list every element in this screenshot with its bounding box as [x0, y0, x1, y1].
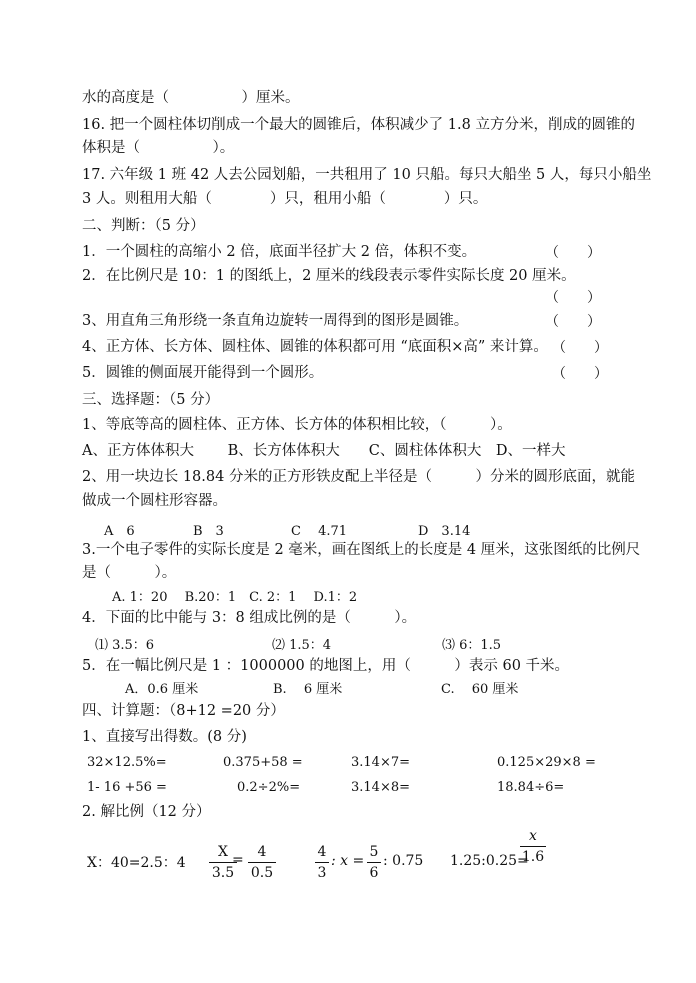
calc-r2-c4: 18.84÷6= — [497, 780, 565, 795]
choice-4-option-2: ⑵ 1.5：4 — [272, 638, 332, 653]
choice-3-line2: 是（ ）。 — [82, 565, 177, 581]
judge-2: 2．在比例尺是 10：1 的图纸上，2 厘米的线段表示零件实际长度 20 厘米。 — [82, 268, 576, 284]
choice-2-line2: 做成一个圆柱形容器。 — [82, 493, 227, 509]
judge-3-paren: （ ） — [545, 314, 601, 330]
equation-2-denominator-left: 3.5 — [211, 865, 235, 881]
equation-2-numerator-right: 4 — [257, 844, 267, 860]
judge-1-paren: （ ） — [545, 245, 601, 261]
choice-5-option-c: C. 60 厘米 — [441, 682, 519, 697]
choice-4-option-1: ⑴ 3.5：6 — [95, 638, 155, 653]
choice-2-option-b: B 3 — [193, 524, 224, 539]
equation-3-denominator-right: 6 — [369, 865, 379, 881]
line-water-height: 水的高度是（ ）厘米。 — [82, 90, 300, 106]
choice-3-options: A. 1：20 B.20：1 C. 2：1 D.1：2 — [112, 590, 358, 605]
calc-r2-c1: 1- 16 +56 = — [87, 780, 167, 795]
equation-2-fraction-right — [248, 844, 276, 881]
choice-1: 1、等底等高的圆柱体、正方体、长方体的体积相比较，（ ）。 — [82, 417, 512, 433]
equation-3-numerator-left: 4 — [317, 844, 327, 860]
choice-2-line1: 2、用一块边长 18.84 分米的正方形铁皮配上半径是（ ）分米的圆形底面，就能 — [82, 469, 635, 485]
equation-3-fraction-right — [367, 844, 381, 881]
equation-2-numerator-left: X — [218, 844, 228, 860]
equation-4-denominator: 1.6 — [521, 849, 545, 865]
judge-4: 4、正方体、长方体、圆柱体、圆锥的体积都可用 “底面积×高” 来计算。 — [82, 339, 548, 355]
judge-1: 1．一个圆柱的高缩小 2 倍，底面半径扩大 2 倍，体积不变。 — [82, 244, 477, 260]
choice-5: 5．在一幅比例尺是 1 ：1000000 的地图上，用（ ）表示 60 千米。 — [82, 658, 570, 674]
judge-4-paren: （ ） — [552, 340, 608, 356]
choice-2-option-c: C 4.71 — [291, 524, 348, 539]
choice-2-option-d: D 3.14 — [418, 524, 471, 539]
choice-3-line1: 3.一个电子零件的实际长度是 2 毫米，画在图纸上的长度是 4 厘米，这张图纸的比例尺 — [82, 542, 641, 558]
question-17-line1: 17. 六年级 1 班 42 人去公园划船，一共租用了 10 只船。每只大船坐 5 人，每只小船坐 — [82, 167, 652, 183]
choice-5-option-a: A．0.6 厘米 — [125, 682, 199, 697]
equation-2-denominator-right: 0.5 — [250, 865, 274, 881]
calc-r2-c2: 0.2÷2%= — [237, 780, 301, 795]
equation-3-tail: : 0.75 — [383, 853, 424, 869]
equation-3-fraction-left — [315, 844, 329, 881]
choice-5-option-b: B. 6 厘米 — [273, 682, 343, 697]
calc-r2-c3: 3.14×8= — [351, 780, 411, 795]
equation-3-middle: : x = — [331, 853, 365, 869]
equation-3-denominator-left: 3 — [317, 865, 327, 881]
question-17-line2: 3 人。则租用大船（ ）只，租用小船（ ）只。 — [82, 191, 488, 207]
judge-2-paren: （ ） — [545, 290, 601, 306]
judge-3: 3、用直角三角形绕一条直角边旋转一周得到的图形是圆锥。 — [82, 313, 469, 329]
calc-2-heading: 2. 解比例（12 分） — [82, 804, 211, 820]
calc-1-heading: 1、直接写出得数。(8 分) — [82, 729, 247, 745]
section-4-heading: 四、计算题：（8+12 =20 分） — [82, 703, 285, 719]
choice-4-option-3: ⑶ 6：1.5 — [442, 638, 502, 653]
section-3-heading: 三、选择题：（5 分） — [82, 392, 220, 408]
calc-r1-c4: 0.125×29×8 = — [497, 755, 596, 770]
choice-4: 4．下面的比中能与 3：8 组成比例的是（ ）。 — [82, 610, 417, 626]
equation-2-equals: = — [232, 852, 244, 868]
judge-5-paren: （ ） — [552, 366, 608, 382]
calc-r1-c2: 0.375+58 = — [223, 755, 303, 770]
equation-4-lhs: 1.25:0.25= — [450, 853, 529, 869]
question-16-line1: 16. 把一个圆柱体切削成一个最大的圆锥后，体积减少了 1.8 立方分米，削成的圆锥的 — [82, 117, 635, 133]
equation-4-fraction — [520, 828, 546, 865]
choice-2-option-a: A 6 — [104, 524, 135, 539]
equation-4-numerator: x — [529, 828, 537, 844]
judge-5: 5．圆锥的侧面展开能得到一个圆形。 — [82, 365, 324, 381]
calc-r1-c3: 3.14×7= — [351, 755, 411, 770]
calc-r1-c1: 32×12.5%= — [87, 755, 167, 770]
section-2-heading: 二、判断：（5 分） — [82, 218, 205, 234]
equation-3-numerator-right: 5 — [369, 844, 379, 860]
question-16-line2: 体积是（ ）。 — [82, 140, 235, 156]
choice-1-options: A、正方体体积大 B、长方体体积大 C、圆柱体体积大 D、一样大 — [82, 443, 566, 459]
equation-1: X：40=2.5：4 — [87, 855, 186, 871]
